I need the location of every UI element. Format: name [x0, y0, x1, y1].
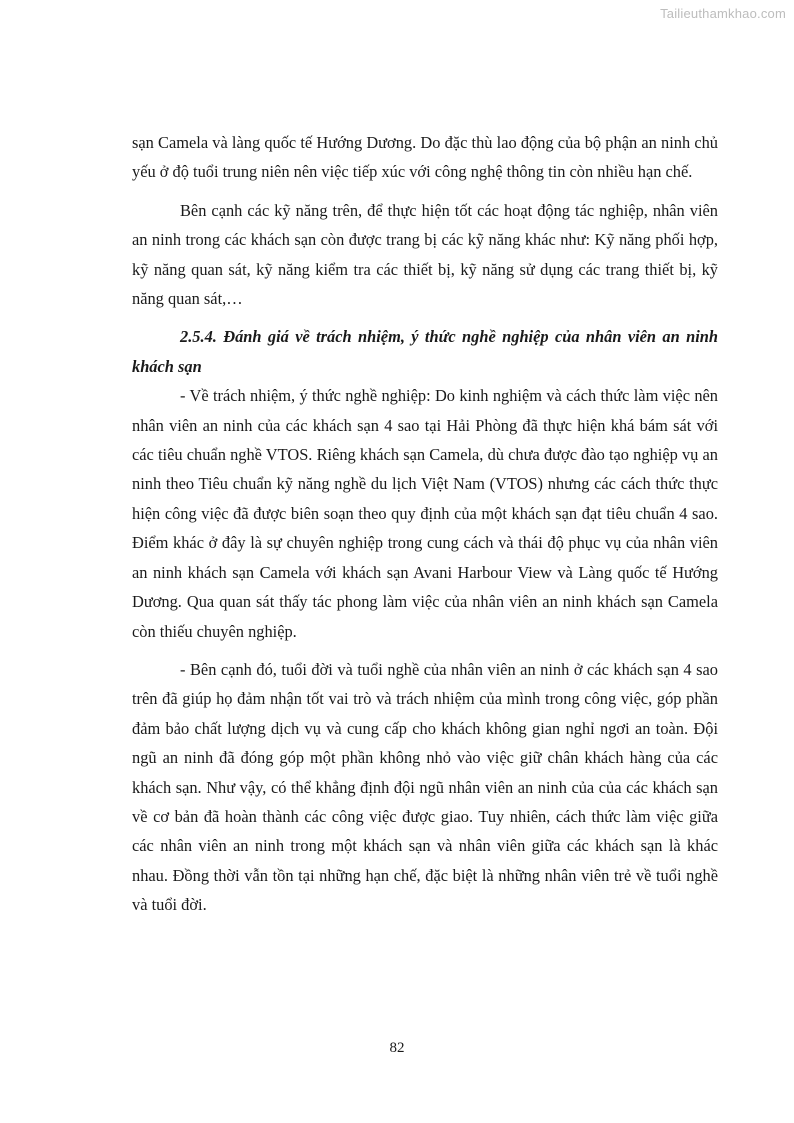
paragraph-conclusion: - Bên cạnh đó, tuổi đời và tuổi nghề của nhân viên an ninh ở các khách sạn 4 sao trên đã giúp họ đảm nhận tốt vai trò và trách nhiệm của mình trong công việc, góp phần đảm bảo chất lượng dịch vụ và cung cấp cho khách không gian nghỉ ngơi an toàn. Đội ngũ an ninh đã đóng góp một phần không nhỏ vào việc giữ chân khách hàng của các khách sạn. Như vậy, có thể khẳng định đội ngũ nhân viên an ninh của của các khách sạn về cơ bản đã hoàn thành các công việc được giao. Tuy nhiên, cách thức làm việc giữa các nhân viên an ninh trong một khách sạn và nhân viên giữa các khách sạn là khác nhau. Đồng thời vẫn tồn tại những hạn chế, đặc biệt là những nhân viên trẻ về tuổi nghề và tuổi đời.	[132, 659, 718, 915]
watermark-text: Tailieuthamkhao.com	[660, 6, 786, 21]
paragraph-continuation: sạn Camela và làng quốc tế Hướng Dương. Do đặc thù lao động của bộ phận an ninh chủ yếu ở độ tuổi trung niên nên việc tiếp xúc với công nghệ thông tin còn nhiều hạn chế.	[132, 133, 718, 182]
page-number: 82	[389, 1040, 405, 1056]
paragraph-skills: Bên cạnh các kỹ năng trên, để thực hiện tốt các hoạt động tác nghiệp, nhân viên an ninh trong các khách sạn còn được trang bị các kỹ năng khác như: Kỹ năng phối hợp, kỹ năng quan sát, kỹ năng kiểm tra các thiết bị, kỹ năng sử dụng các trang thiết bị, kỹ năng quan sát,…	[132, 200, 718, 309]
paragraph-responsibility: - Về trách nhiệm, ý thức nghề nghiệp: Do kinh nghiệm và cách thức làm việc nên nhân viên an ninh của các khách sạn 4 sao tại Hải Phòng đã thực hiện khá bám sát với các tiêu chuẩn nghề VTOS. Riêng khách sạn Camela, dù chưa được đào tạo nghiệp vụ an ninh theo Tiêu chuẩn kỹ năng nghề du lịch Việt Nam (VTOS) nhưng các cách thức thực hiện công việc đã được biên soạn theo quy định của một khách sạn đạt tiêu chuẩn 4 sao. Điểm khác ở đây là sự chuyên nghiệp trong cung cách và thái độ phục vụ của nhân viên an ninh khách sạn Camela với khách sạn Avani Harbour View và Làng quốc tế Hướng Dương. Qua quan sát thấy tác phong làm việc của nhân viên an ninh khách sạn Camela còn thiếu chuyên nghiệp.	[132, 386, 718, 641]
page-body	[132, 128, 718, 920]
section-heading: 2.5.4. Đánh giá về trách nhiệm, ý thức nghề nghiệp của nhân viên an ninh khách sạn	[132, 327, 718, 376]
